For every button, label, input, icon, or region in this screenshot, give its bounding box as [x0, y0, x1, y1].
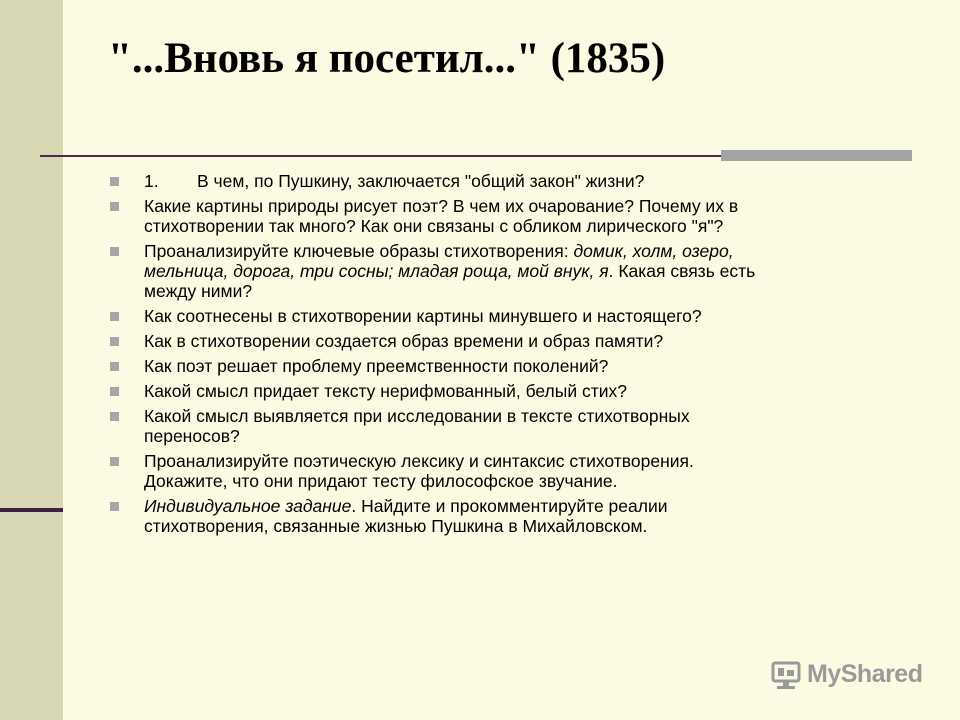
list-item — [110, 306, 930, 326]
list-item — [110, 196, 930, 236]
bullet-marker — [110, 202, 119, 211]
bullet-marker — [110, 387, 119, 396]
sidebar-accent-line — [0, 508, 63, 512]
list-item — [110, 406, 930, 446]
item-text-line: стихотворении так много? Как они связаны с обликом лирического "я"? — [144, 216, 724, 236]
bullet-marker — [110, 502, 119, 511]
item-text: Проанализируйте ключевые образы стихотворения: — [144, 241, 574, 261]
bullet-marker — [110, 457, 119, 466]
item-italic-text: домик, холм, озеро, — [573, 241, 734, 261]
bullet-marker — [110, 337, 119, 346]
bullet-marker — [110, 177, 119, 186]
question-list — [110, 171, 930, 541]
item-text: Какой смысл придает тексту нерифмованный, белый стих? — [144, 381, 628, 401]
list-item — [110, 496, 930, 536]
item-text-line: переносов? — [144, 426, 240, 446]
list-item — [110, 331, 930, 351]
myshared-watermark — [770, 658, 930, 692]
item-text: . Найдите и прокомментируйте реалии — [351, 496, 668, 516]
item-text: . Какая связь есть — [608, 261, 756, 281]
item-text-line: Какой смысл выявляется при исследовании в тексте стихотворных — [144, 406, 690, 426]
item-text: Как поэт решает проблему преемственности поколений? — [144, 356, 609, 376]
bullet-marker — [110, 247, 119, 256]
monitor-icon — [770, 658, 804, 690]
item-text: Как соотнесены в стихотворении картины минувшего и настоящего? — [144, 306, 702, 326]
watermark-text: MyShared — [807, 660, 923, 688]
list-item — [110, 451, 930, 491]
left-sidebar-band — [0, 0, 63, 720]
item-italic-text: Индивидуальное задание — [144, 496, 352, 516]
list-item — [110, 356, 930, 376]
item-text: Как в стихотворении создается образ времени и образ памяти? — [144, 331, 664, 351]
item-text-line: стихотворения, связанные жизнью Пушкина в Михайловском. — [144, 516, 648, 536]
list-item — [110, 241, 930, 301]
item-text-line: Проанализируйте поэтическую лексику и синтаксис стихотворения. — [144, 451, 694, 471]
item-italic-text: мельница, дорога, три сосны; младая роща, мой внук, я — [144, 261, 609, 281]
list-item — [110, 381, 930, 401]
title-divider-accent — [721, 150, 912, 161]
item-text-line: Докажите, что они придают тесту философское звучание. — [144, 471, 618, 491]
item-number: 1. — [144, 171, 159, 191]
bullet-marker — [110, 362, 119, 371]
item-text-line: Какие картины природы рисует поэт? В чем их очарование? Почему их в — [144, 196, 739, 216]
bullet-marker — [110, 312, 119, 321]
list-item — [110, 171, 930, 191]
slide-title: "...Вновь я посетил..." (1835) — [108, 35, 666, 82]
item-text-line: между ними? — [144, 281, 253, 301]
item-text: В чем, по Пушкину, заключается "общий закон" жизни? — [197, 171, 645, 191]
bullet-marker — [110, 412, 119, 421]
